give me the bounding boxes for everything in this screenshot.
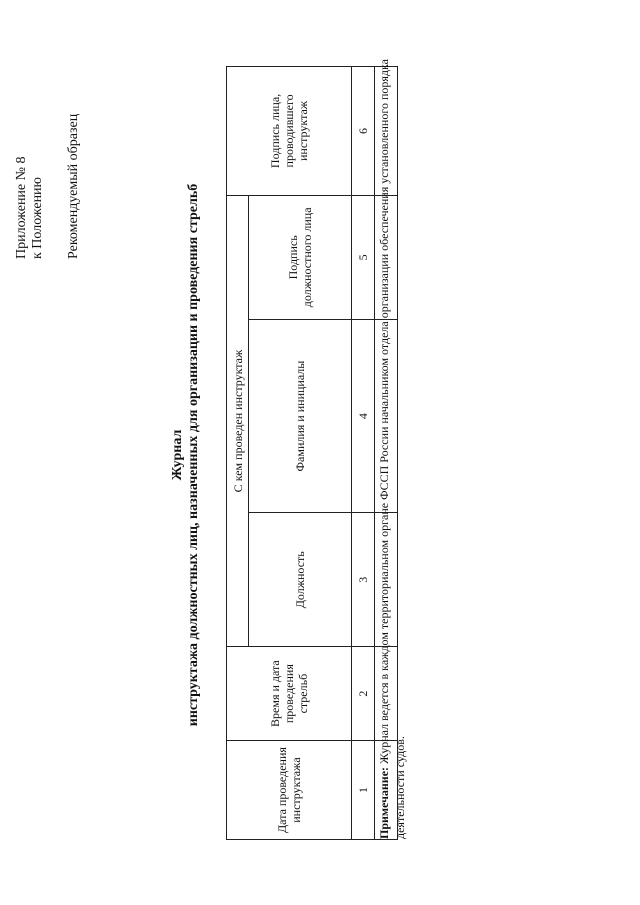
column-number: 6 xyxy=(352,67,375,196)
header-name-initials: Фамилия и инициалы xyxy=(249,319,352,513)
header-signature-instructor: Подпись лица, проводившего инструктаж xyxy=(227,67,352,196)
appendix-line-1: Приложение № 8 xyxy=(14,156,29,259)
header-position: Должность xyxy=(249,513,352,647)
header-signature-official: Подпись должностного лица xyxy=(249,195,352,319)
note-label: Примечание: xyxy=(377,766,391,839)
column-number: 3 xyxy=(352,513,375,647)
title-line-1: Журнал xyxy=(170,429,185,481)
header-date-instruction: Дата проведения инструктажа xyxy=(227,741,352,840)
header-group-instructed: С кем проведен инструктаж xyxy=(227,195,249,646)
header-row-1 xyxy=(227,67,249,840)
appendix-line-2: к Положению xyxy=(30,176,45,259)
title-line-2: инструктажа должностных лиц, назначенных для организации и проведения стрельб xyxy=(186,183,201,727)
note-text: Журнал ведется в каждом территориальном органе ФССП России начальником отдела организации обеспечения установленного порядка деятельности судов. xyxy=(377,58,407,839)
column-number: 5 xyxy=(352,195,375,319)
journal-title xyxy=(170,155,202,755)
column-number-row xyxy=(352,67,375,840)
note-paragraph xyxy=(376,59,408,839)
journal-table xyxy=(226,66,398,840)
column-number: 4 xyxy=(352,319,375,513)
appendix-label xyxy=(14,59,46,259)
column-number: 2 xyxy=(352,647,375,741)
header-time-date-shooting: Время и дата проведения стрельб xyxy=(227,647,352,741)
recommended-sample-label: Рекомендуемый образец xyxy=(66,113,81,259)
column-number: 1 xyxy=(352,741,375,840)
